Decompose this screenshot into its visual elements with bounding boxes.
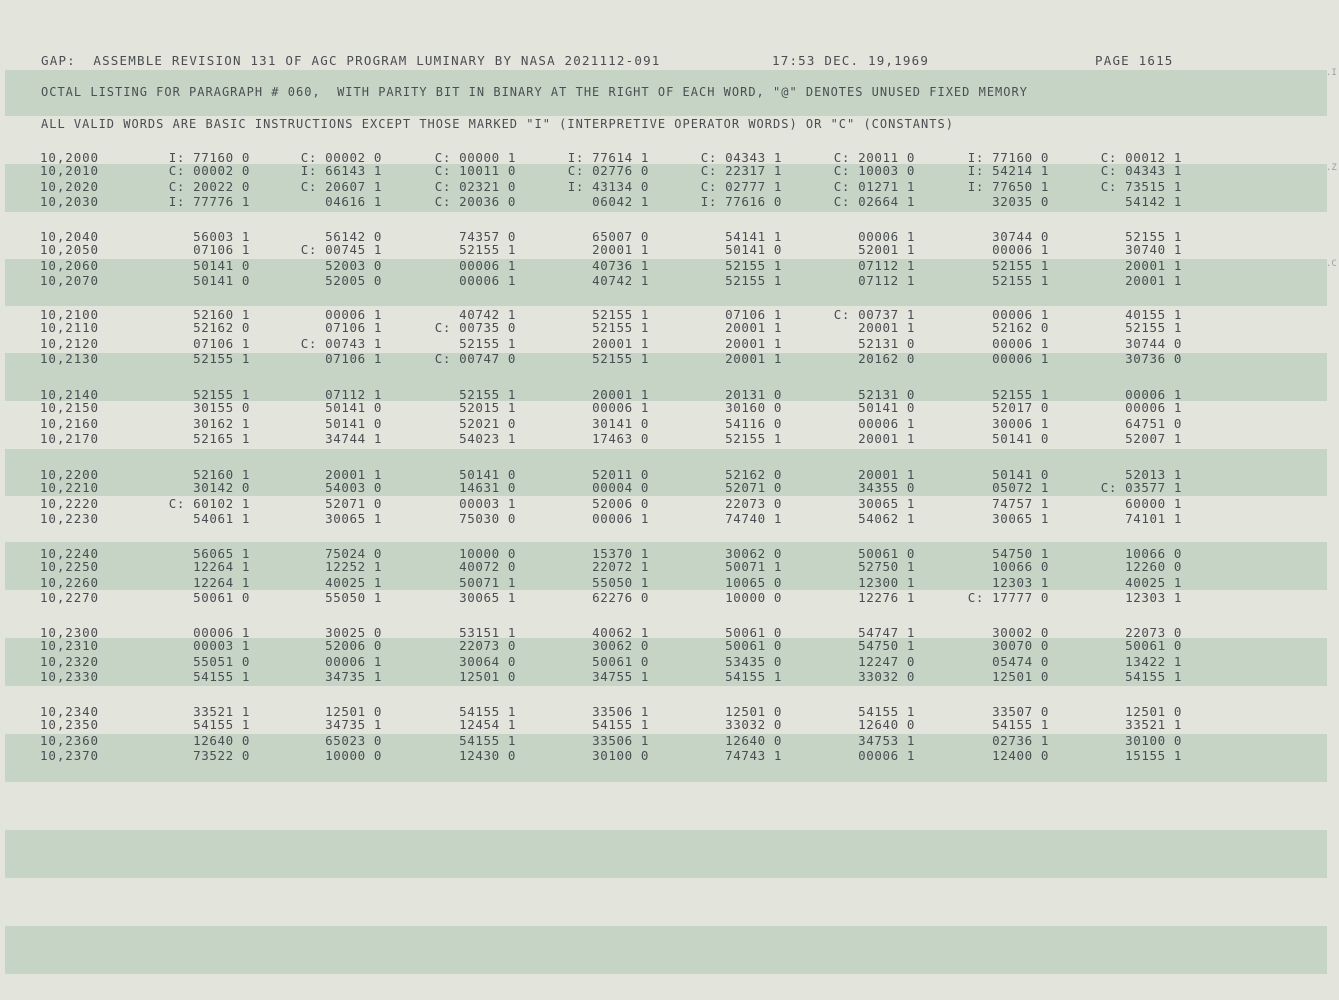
octal-word: 20001 1 — [858, 467, 915, 482]
octal-word: 33032 0 — [725, 717, 782, 732]
octal-word: C: 10011 0 — [434, 163, 516, 178]
row-address: 10,2060 — [40, 258, 99, 273]
row-address: 10,2360 — [40, 733, 99, 748]
octal-word: 74740 1 — [725, 511, 782, 526]
octal-word: 12640 0 — [858, 717, 915, 732]
row-address: 10,2270 — [40, 590, 99, 605]
octal-word: 52162 0 — [193, 320, 250, 335]
octal-word: 30062 0 — [725, 546, 782, 561]
octal-word: 00006 1 — [459, 273, 516, 288]
octal-word: 30065 1 — [858, 496, 915, 511]
row-address: 10,2330 — [40, 669, 99, 684]
octal-word: 30070 0 — [992, 638, 1049, 653]
paper-band — [5, 830, 1327, 878]
octal-word: 34735 1 — [325, 717, 382, 732]
octal-word: 74357 0 — [459, 229, 516, 244]
octal-word: 30064 0 — [459, 654, 516, 669]
octal-word: 12300 1 — [858, 575, 915, 590]
octal-word: 30736 0 — [1125, 351, 1182, 366]
octal-word: 54155 1 — [459, 704, 516, 719]
octal-word: 12430 0 — [459, 748, 516, 763]
octal-word: 52155 1 — [459, 242, 516, 257]
octal-word: 52155 1 — [459, 387, 516, 402]
octal-word: 52162 0 — [992, 320, 1049, 335]
row-address: 10,2030 — [40, 194, 99, 209]
row-address: 10,2170 — [40, 431, 99, 446]
octal-word: 50141 0 — [992, 431, 1049, 446]
octal-word: 74743 1 — [725, 748, 782, 763]
octal-word: 34735 1 — [325, 669, 382, 684]
octal-word: 40072 0 — [459, 559, 516, 574]
octal-word: 52005 0 — [325, 273, 382, 288]
octal-word: 30142 0 — [193, 480, 250, 495]
octal-word: C: 22317 1 — [700, 163, 782, 178]
octal-word: 13422 1 — [1125, 654, 1182, 669]
octal-word: 00006 1 — [1125, 387, 1182, 402]
octal-word: 20001 1 — [725, 320, 782, 335]
octal-word: 00006 1 — [325, 307, 382, 322]
octal-word: 12640 0 — [193, 733, 250, 748]
octal-word: 07106 1 — [193, 242, 250, 257]
row-address: 10,2110 — [40, 320, 99, 335]
octal-word: C: 03577 1 — [1100, 480, 1182, 495]
octal-word: 74101 1 — [1125, 511, 1182, 526]
octal-word: 00006 1 — [858, 748, 915, 763]
octal-word: 22073 0 — [1125, 625, 1182, 640]
row-address: 10,2370 — [40, 748, 99, 763]
octal-word: 20001 1 — [725, 336, 782, 351]
paper-band — [5, 926, 1327, 974]
row-address: 10,2140 — [40, 387, 99, 402]
row-address: 10,2240 — [40, 546, 99, 561]
octal-word: 32035 0 — [992, 194, 1049, 209]
octal-word: 07106 1 — [725, 307, 782, 322]
octal-word: 30155 0 — [193, 400, 250, 415]
octal-word: 52155 1 — [592, 320, 649, 335]
octal-word: 55050 1 — [325, 590, 382, 605]
octal-word: 10000 0 — [325, 748, 382, 763]
octal-word: 52071 0 — [325, 496, 382, 511]
octal-word: 50141 0 — [725, 242, 782, 257]
octal-word: 54155 1 — [459, 733, 516, 748]
margin-mark: .Z — [1326, 163, 1337, 173]
row-address: 10,2150 — [40, 400, 99, 415]
octal-word: 20001 1 — [592, 242, 649, 257]
octal-word: 20001 1 — [1125, 258, 1182, 273]
octal-word: C: 00000 1 — [434, 150, 516, 165]
octal-word: C: 00002 0 — [300, 150, 382, 165]
octal-word: C: 17777 0 — [967, 590, 1049, 605]
octal-word: 52155 1 — [725, 431, 782, 446]
octal-word: 33507 0 — [992, 704, 1049, 719]
octal-word: 00006 1 — [992, 351, 1049, 366]
octal-word: 54750 1 — [858, 638, 915, 653]
octal-word: 30744 0 — [1125, 336, 1182, 351]
octal-word: 10066 0 — [1125, 546, 1182, 561]
octal-word: 54142 1 — [1125, 194, 1182, 209]
octal-word: 07106 1 — [193, 336, 250, 351]
octal-word: C: 20022 0 — [168, 179, 250, 194]
octal-word: 14631 0 — [459, 480, 516, 495]
octal-word: 30062 0 — [592, 638, 649, 653]
octal-word: 30100 0 — [1125, 733, 1182, 748]
octal-word: C: 10003 0 — [833, 163, 915, 178]
octal-word: 55050 1 — [592, 575, 649, 590]
row-address: 10,2040 — [40, 229, 99, 244]
octal-word: 22073 0 — [725, 496, 782, 511]
octal-word: 34753 1 — [858, 733, 915, 748]
octal-word: 50141 0 — [325, 400, 382, 415]
octal-word: C: 73515 1 — [1100, 179, 1182, 194]
octal-word: 52155 1 — [992, 387, 1049, 402]
octal-word: 10066 0 — [992, 559, 1049, 574]
octal-word: 54155 1 — [725, 669, 782, 684]
octal-word: 54155 1 — [992, 717, 1049, 732]
octal-word: 50061 0 — [725, 625, 782, 640]
octal-word: 50141 0 — [325, 416, 382, 431]
octal-word: C: 00002 0 — [168, 163, 250, 178]
octal-word: 52160 1 — [193, 467, 250, 482]
octal-word: 12501 0 — [325, 704, 382, 719]
row-address: 10,2010 — [40, 163, 99, 178]
octal-word: 54750 1 — [992, 546, 1049, 561]
octal-word: 50071 1 — [725, 559, 782, 574]
octal-word: 30740 1 — [1125, 242, 1182, 257]
octal-word: 30002 0 — [992, 625, 1049, 640]
octal-word: 52155 1 — [1125, 229, 1182, 244]
octal-word: 33032 0 — [858, 669, 915, 684]
octal-word: 07106 1 — [325, 320, 382, 335]
octal-word: 50061 0 — [1125, 638, 1182, 653]
octal-word: I: 77650 1 — [967, 179, 1049, 194]
assembly-title: GAP: ASSEMBLE REVISION 131 OF AGC PROGRAM LUMINARY BY NASA 2021112-091 — [41, 53, 661, 68]
octal-word: 52155 1 — [193, 351, 250, 366]
octal-word: 54155 1 — [193, 717, 250, 732]
octal-word: 30141 0 — [592, 416, 649, 431]
margin-mark: .C — [1326, 259, 1337, 269]
octal-word: 00006 1 — [992, 307, 1049, 322]
octal-word: C: 00735 0 — [434, 320, 516, 335]
octal-word: 52017 0 — [992, 400, 1049, 415]
octal-word: 12454 1 — [459, 717, 516, 732]
octal-word: 54061 1 — [193, 511, 250, 526]
octal-word: 52155 1 — [592, 307, 649, 322]
row-address: 10,2310 — [40, 638, 99, 653]
listing-legend: ALL VALID WORDS ARE BASIC INSTRUCTIONS EXCEPT THOSE MARKED "I" (INTERPRETIVE OPERATOR WORDS) OR "C" (CONSTANTS) — [41, 117, 954, 131]
octal-word: 52015 1 — [459, 400, 516, 415]
octal-word: 40736 1 — [592, 258, 649, 273]
octal-word: 54155 1 — [193, 669, 250, 684]
octal-word: 33506 1 — [592, 733, 649, 748]
octal-word: I: 77614 1 — [567, 150, 649, 165]
octal-word: C: 01271 1 — [833, 179, 915, 194]
row-address: 10,2070 — [40, 273, 99, 288]
octal-word: 40062 1 — [592, 625, 649, 640]
octal-word: 15370 1 — [592, 546, 649, 561]
octal-word: 54155 1 — [858, 704, 915, 719]
octal-word: 52155 1 — [592, 351, 649, 366]
octal-word: 52155 1 — [459, 336, 516, 351]
octal-word: 30065 1 — [325, 511, 382, 526]
octal-word: I: 54214 1 — [967, 163, 1049, 178]
octal-word: 20001 1 — [325, 467, 382, 482]
octal-word: 00006 1 — [992, 336, 1049, 351]
octal-word: 54141 1 — [725, 229, 782, 244]
octal-word: 33521 1 — [1125, 717, 1182, 732]
octal-word: 12501 0 — [1125, 704, 1182, 719]
octal-word: 00006 1 — [858, 229, 915, 244]
octal-word: I: 66143 1 — [300, 163, 382, 178]
octal-word: 12252 1 — [325, 559, 382, 574]
octal-word: 30025 0 — [325, 625, 382, 640]
octal-word: 50141 0 — [193, 273, 250, 288]
octal-word: C: 20607 1 — [300, 179, 382, 194]
octal-word: 56142 0 — [325, 229, 382, 244]
octal-word: 53435 0 — [725, 654, 782, 669]
octal-word: 00006 1 — [992, 242, 1049, 257]
octal-word: 20001 1 — [858, 431, 915, 446]
octal-word: 30160 0 — [725, 400, 782, 415]
octal-word: 30744 0 — [992, 229, 1049, 244]
octal-word: I: 77160 0 — [967, 150, 1049, 165]
octal-word: I: 77616 0 — [700, 194, 782, 209]
octal-word: 15155 1 — [1125, 748, 1182, 763]
octal-word: 75024 0 — [325, 546, 382, 561]
octal-word: C: 04343 1 — [700, 150, 782, 165]
octal-word: 20001 1 — [725, 351, 782, 366]
octal-word: 50141 0 — [992, 467, 1049, 482]
listing-description: OCTAL LISTING FOR PARAGRAPH # 060, WITH PARITY BIT IN BINARY AT THE RIGHT OF EACH WORD, "@" DENOTES UNUSED FIXED MEMORY — [41, 85, 1028, 99]
octal-word: 22072 1 — [592, 559, 649, 574]
octal-word: 40742 1 — [592, 273, 649, 288]
octal-word: 07112 1 — [858, 273, 915, 288]
octal-word: C: 20011 0 — [833, 150, 915, 165]
octal-word: 20001 1 — [592, 387, 649, 402]
octal-word: 00006 1 — [325, 654, 382, 669]
octal-word: 52750 1 — [858, 559, 915, 574]
octal-word: 33506 1 — [592, 704, 649, 719]
octal-word: 12400 0 — [992, 748, 1049, 763]
octal-word: 12303 1 — [1125, 590, 1182, 605]
octal-word: 12501 0 — [459, 669, 516, 684]
octal-word: 07112 1 — [858, 258, 915, 273]
octal-word: 12640 0 — [725, 733, 782, 748]
octal-word: 52155 1 — [992, 258, 1049, 273]
octal-word: 17463 0 — [592, 431, 649, 446]
octal-word: 20162 0 — [858, 351, 915, 366]
octal-word: 33521 1 — [193, 704, 250, 719]
octal-word: 52007 1 — [1125, 431, 1182, 446]
row-address: 10,2350 — [40, 717, 99, 732]
octal-word: 20131 0 — [725, 387, 782, 402]
octal-word: 64751 0 — [1125, 416, 1182, 431]
octal-word: 54155 1 — [1125, 669, 1182, 684]
octal-word: C: 02664 1 — [833, 194, 915, 209]
octal-word: 73522 0 — [193, 748, 250, 763]
octal-word: 52003 0 — [325, 258, 382, 273]
row-address: 10,2300 — [40, 625, 99, 640]
octal-word: 50061 0 — [193, 590, 250, 605]
octal-word: 12264 1 — [193, 575, 250, 590]
margin-mark: .I — [1326, 68, 1337, 78]
row-address: 10,2220 — [40, 496, 99, 511]
octal-word: 53151 1 — [459, 625, 516, 640]
octal-word: C: 60102 1 — [168, 496, 250, 511]
row-address: 10,2160 — [40, 416, 99, 431]
row-address: 10,2100 — [40, 307, 99, 322]
octal-word: 20001 1 — [858, 320, 915, 335]
octal-word: I: 77160 0 — [168, 150, 250, 165]
octal-word: C: 00743 1 — [300, 336, 382, 351]
octal-word: 65007 0 — [592, 229, 649, 244]
octal-word: 20001 1 — [1125, 273, 1182, 288]
octal-word: 52155 1 — [725, 273, 782, 288]
octal-word: 20001 1 — [592, 336, 649, 351]
octal-word: 00006 1 — [1125, 400, 1182, 415]
octal-word: 50071 1 — [459, 575, 516, 590]
octal-word: 05072 1 — [992, 480, 1049, 495]
octal-word: 52013 1 — [1125, 467, 1182, 482]
octal-word: 52155 1 — [193, 387, 250, 402]
octal-word: 12264 1 — [193, 559, 250, 574]
octal-word: 40025 1 — [325, 575, 382, 590]
octal-word: 52155 1 — [1125, 320, 1182, 335]
octal-word: 10065 0 — [725, 575, 782, 590]
row-address: 10,2340 — [40, 704, 99, 719]
octal-word: C: 00737 1 — [833, 307, 915, 322]
octal-word: 00006 1 — [592, 511, 649, 526]
octal-word: 05474 0 — [992, 654, 1049, 669]
octal-word: 52006 0 — [325, 638, 382, 653]
octal-word: C: 00012 1 — [1100, 150, 1182, 165]
octal-word: 00003 1 — [193, 638, 250, 653]
octal-word: 52162 0 — [725, 467, 782, 482]
octal-word: 06042 1 — [592, 194, 649, 209]
octal-word: 60000 1 — [1125, 496, 1182, 511]
octal-word: 52006 0 — [592, 496, 649, 511]
octal-word: C: 00747 0 — [434, 351, 516, 366]
row-address: 10,2200 — [40, 467, 99, 482]
octal-word: 56065 1 — [193, 546, 250, 561]
octal-word: C: 02321 0 — [434, 179, 516, 194]
row-address: 10,2000 — [40, 150, 99, 165]
octal-word: 54116 0 — [725, 416, 782, 431]
row-address: 10,2210 — [40, 480, 99, 495]
octal-word: C: 20036 0 — [434, 194, 516, 209]
octal-word: 52011 0 — [592, 467, 649, 482]
octal-word: 52071 0 — [725, 480, 782, 495]
octal-word: I: 77776 1 — [168, 194, 250, 209]
octal-word: 00004 0 — [592, 480, 649, 495]
row-address: 10,2230 — [40, 511, 99, 526]
octal-word: C: 02777 1 — [700, 179, 782, 194]
octal-word: 74757 1 — [992, 496, 1049, 511]
octal-word: 10000 0 — [459, 546, 516, 561]
octal-word: 52131 0 — [858, 387, 915, 402]
octal-word: 00006 1 — [193, 625, 250, 640]
row-address: 10,2260 — [40, 575, 99, 590]
octal-word: 54747 1 — [858, 625, 915, 640]
row-address: 10,2320 — [40, 654, 99, 669]
octal-word: 50061 0 — [858, 546, 915, 561]
octal-word: 56003 1 — [193, 229, 250, 244]
octal-word: 52021 0 — [459, 416, 516, 431]
octal-word: 12303 1 — [992, 575, 1049, 590]
octal-word: 50141 0 — [193, 258, 250, 273]
octal-word: 02736 1 — [992, 733, 1049, 748]
octal-word: 12276 1 — [858, 590, 915, 605]
octal-word: 52165 1 — [193, 431, 250, 446]
octal-word: 62276 0 — [592, 590, 649, 605]
octal-word: 12501 0 — [725, 704, 782, 719]
row-address: 10,2130 — [40, 351, 99, 366]
octal-word: 52131 0 — [858, 336, 915, 351]
octal-word: 75030 0 — [459, 511, 516, 526]
octal-word: 40155 1 — [1125, 307, 1182, 322]
octal-word: 12247 0 — [858, 654, 915, 669]
octal-word: 10000 0 — [725, 590, 782, 605]
octal-word: 07112 1 — [325, 387, 382, 402]
octal-word: 54062 1 — [858, 511, 915, 526]
octal-word: 12260 0 — [1125, 559, 1182, 574]
octal-word: 30065 1 — [992, 511, 1049, 526]
octal-word: 55051 0 — [193, 654, 250, 669]
octal-word: 30100 0 — [592, 748, 649, 763]
page-number: PAGE 1615 — [1095, 53, 1174, 68]
octal-word: 00006 1 — [858, 416, 915, 431]
octal-word: 40025 1 — [1125, 575, 1182, 590]
octal-word: 04616 1 — [325, 194, 382, 209]
octal-word: 50141 0 — [459, 467, 516, 482]
octal-word: 40742 1 — [459, 307, 516, 322]
octal-word: 52155 1 — [725, 258, 782, 273]
octal-word: 54023 1 — [459, 431, 516, 446]
octal-word: 50141 0 — [858, 400, 915, 415]
octal-word: 54155 1 — [592, 717, 649, 732]
octal-word: 52155 1 — [992, 273, 1049, 288]
octal-word: 34744 1 — [325, 431, 382, 446]
timestamp: 17:53 DEC. 19,1969 — [772, 53, 930, 68]
row-address: 10,2250 — [40, 559, 99, 574]
octal-word: 34355 0 — [858, 480, 915, 495]
octal-word: I: 43134 0 — [567, 179, 649, 194]
octal-word: 30065 1 — [459, 590, 516, 605]
octal-word: 50061 0 — [592, 654, 649, 669]
octal-word: 65023 0 — [325, 733, 382, 748]
octal-word: 50061 0 — [725, 638, 782, 653]
octal-word: 07106 1 — [325, 351, 382, 366]
octal-word: 30162 1 — [193, 416, 250, 431]
octal-word: 00006 1 — [592, 400, 649, 415]
row-address: 10,2050 — [40, 242, 99, 257]
octal-word: 34755 1 — [592, 669, 649, 684]
octal-word: C: 04343 1 — [1100, 163, 1182, 178]
octal-word: 00006 1 — [459, 258, 516, 273]
octal-word: 54003 0 — [325, 480, 382, 495]
row-address: 10,2120 — [40, 336, 99, 351]
octal-word: 12501 0 — [992, 669, 1049, 684]
octal-word: 30006 1 — [992, 416, 1049, 431]
octal-word: 22073 0 — [459, 638, 516, 653]
octal-word: C: 02776 0 — [567, 163, 649, 178]
row-address: 10,2020 — [40, 179, 99, 194]
octal-word: 52160 1 — [193, 307, 250, 322]
octal-word: C: 00745 1 — [300, 242, 382, 257]
octal-word: 52001 1 — [858, 242, 915, 257]
octal-word: 00003 1 — [459, 496, 516, 511]
